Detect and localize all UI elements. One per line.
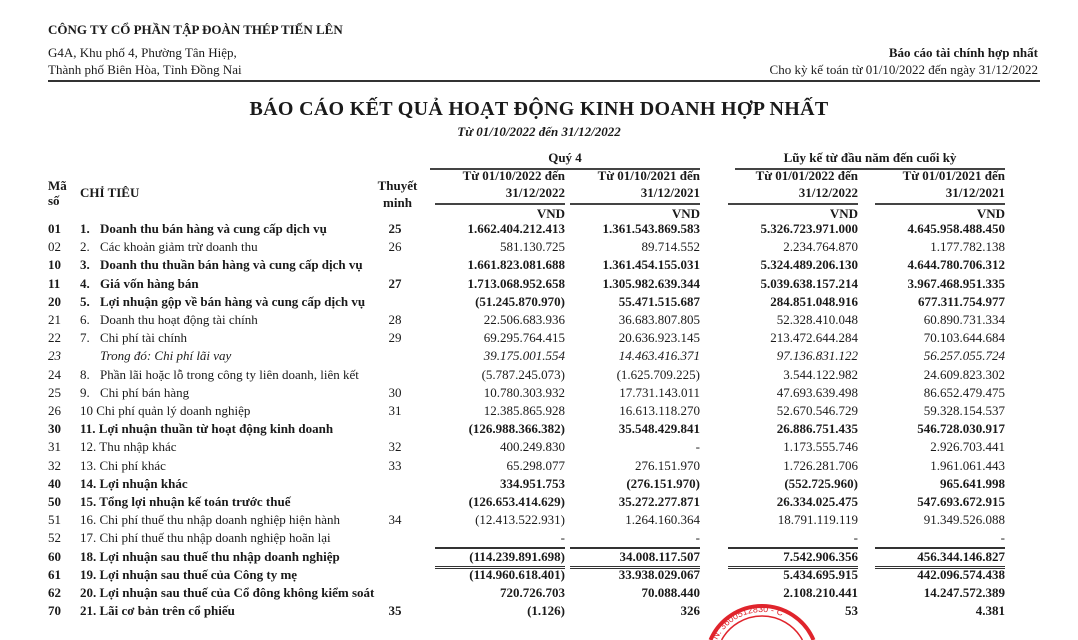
row-value-2: 70.088.440 <box>641 585 700 600</box>
row-value-1: (126.988.366.382) <box>468 421 565 437</box>
column-period-start: Từ 01/01/2022 đến <box>755 168 858 183</box>
row-label: 16. Chi phí thuế thu nhập doanh nghiệp hiện hành <box>80 512 340 528</box>
column-period-end: 31/12/2021 <box>640 185 700 200</box>
row-value-1: (1.126) <box>527 603 565 619</box>
row-number: 4. <box>80 275 90 291</box>
column-unit: VND <box>536 206 565 221</box>
row-note: 25 <box>388 221 402 236</box>
row-number: 2. <box>80 239 90 255</box>
row-number: 1. <box>80 221 90 236</box>
row-value-2: 16.613.118.270 <box>619 403 700 418</box>
row-code: 60 <box>48 548 61 564</box>
row-value-4: 1.961.061.443 <box>930 457 1005 473</box>
row-value-3: - <box>853 530 858 546</box>
row-number: 9. <box>80 384 90 400</box>
row-code: 23 <box>48 348 61 364</box>
row-value-2: (276.151.970) <box>626 475 700 491</box>
row-value-4: 4.381 <box>975 603 1005 619</box>
row-code: 30 <box>48 421 61 437</box>
row-value-3: 3.544.122.982 <box>783 366 858 382</box>
row-value-1: 400.249.830 <box>500 439 565 455</box>
row-note: 30 <box>388 384 402 400</box>
table-row <box>0 475 1078 493</box>
row-code: 02 <box>48 239 61 255</box>
col-note-line1: Thuyết <box>377 178 418 193</box>
row-value-3: 26.334.025.475 <box>776 494 858 509</box>
row-value-3: 18.791.119.119 <box>777 512 858 528</box>
row-value-4: 91.349.526.088 <box>923 512 1005 528</box>
row-label: 20. Lợi nhuận sau thuế của Cổ đông không kiểm soát <box>80 585 375 600</box>
row-value-2: 36.683.807.805 <box>618 312 700 327</box>
row-label: 21. Lãi cơ bản trên cổ phiếu <box>80 603 235 619</box>
subtotal-rule <box>728 547 858 549</box>
row-value-3: 213.472.644.284 <box>770 330 858 346</box>
row-value-1: 334.951.753 <box>500 475 565 491</box>
row-code: 50 <box>48 494 61 509</box>
column-header-4 <box>875 167 1005 222</box>
table-row <box>0 275 1078 293</box>
row-value-3: 7.542.906.356 <box>783 548 858 564</box>
row-value-3: 1.726.281.706 <box>783 457 858 473</box>
row-value-3: 53 <box>845 603 858 619</box>
row-label: Giá vốn hàng bán <box>100 275 199 291</box>
row-value-3: 52.670.546.729 <box>776 403 858 418</box>
row-value-3: 1.173.555.746 <box>783 439 858 455</box>
table-row <box>0 493 1078 511</box>
row-value-4: 456.344.146.827 <box>917 548 1005 564</box>
table-row <box>0 256 1078 274</box>
row-value-1: 12.385.865.928 <box>483 403 565 418</box>
row-value-2: 276.151.970 <box>635 457 700 473</box>
row-value-3: 5.039.638.157.214 <box>760 275 858 291</box>
row-code: 25 <box>48 384 61 400</box>
row-label: Doanh thu thuần bán hàng và cung cấp dịch vụ <box>100 257 363 273</box>
row-value-3: 5.326.723.971.000 <box>760 221 858 236</box>
table-row <box>0 529 1078 547</box>
row-value-2: 35.548.429.841 <box>618 421 700 437</box>
row-label: Chi phí bán hàng <box>100 384 190 400</box>
row-label: Phần lãi hoặc lỗ trong công ty liên doanh, liên kết <box>100 366 359 382</box>
row-note: 29 <box>388 330 402 346</box>
row-label: Doanh thu hoạt động tài chính <box>100 312 258 327</box>
row-value-2: 35.272.277.871 <box>618 494 700 509</box>
row-value-4: 4.645.958.488.450 <box>907 221 1005 236</box>
row-note: 28 <box>388 312 402 327</box>
row-value-1: 39.175.001.554 <box>483 348 565 364</box>
table-row <box>0 511 1078 529</box>
row-value-4: - <box>1000 530 1005 546</box>
column-period-end: 31/12/2021 <box>945 185 1005 200</box>
row-code: 20 <box>48 293 61 309</box>
column-period-start: Từ 01/01/2021 đến <box>902 168 1005 183</box>
table-row <box>0 457 1078 475</box>
table-row <box>0 384 1078 402</box>
row-value-2: 1.264.160.364 <box>625 512 700 528</box>
col-code-line1: Mã <box>48 178 67 193</box>
row-value-4: 2.926.703.441 <box>930 439 1005 455</box>
group-header-ytd: Lũy kế từ đầu năm đến cuối kỳ <box>735 150 1005 170</box>
table-row <box>0 402 1078 420</box>
row-value-4: 547.693.672.915 <box>917 494 1005 509</box>
row-note: 31 <box>388 403 402 418</box>
row-value-4: 677.311.754.977 <box>917 293 1005 309</box>
row-value-1: 1.662.404.212.413 <box>467 221 565 236</box>
row-value-1: 10.780.303.932 <box>483 384 565 400</box>
column-period-start: Từ 01/10/2021 đến <box>597 168 700 183</box>
row-number: 5. <box>80 293 90 309</box>
header-divider <box>48 80 1040 82</box>
row-value-2: 89.714.552 <box>641 239 700 255</box>
report-period: Cho kỳ kế toán từ 01/10/2022 đến ngày 31/12/2022 <box>769 62 1038 77</box>
row-value-1: (12.413.522.931) <box>475 512 565 528</box>
row-value-1: 720.726.703 <box>500 585 565 600</box>
column-unit: VND <box>829 206 858 221</box>
table-row <box>0 347 1078 365</box>
row-value-4: 70.103.644.684 <box>923 330 1005 346</box>
table-row <box>0 566 1078 584</box>
address-line-1: G4A, Khu phố 4, Phường Tân Hiệp, <box>48 45 237 60</box>
row-label: 14. Lợi nhuận khác <box>80 475 188 491</box>
column-period-end: 31/12/2022 <box>798 185 858 200</box>
row-value-2: 326 <box>680 603 700 619</box>
row-number: 7. <box>80 330 90 346</box>
row-value-4: 965.641.998 <box>940 475 1005 491</box>
row-value-3: 26.886.751.435 <box>776 421 858 437</box>
table-row <box>0 584 1078 602</box>
column-unit: VND <box>671 206 700 221</box>
col-code-header <box>48 178 67 208</box>
row-value-1: 65.298.077 <box>506 457 565 473</box>
row-value-2: - <box>695 439 700 455</box>
row-value-1: 1.713.068.952.658 <box>467 275 565 291</box>
row-number: 6. <box>80 312 90 327</box>
column-period-start: Từ 01/10/2022 đến <box>462 168 565 183</box>
row-label: 19. Lợi nhuận sau thuế của Công ty mẹ <box>80 566 298 582</box>
address-line-2: Thành phố Biên Hòa, Tỉnh Đồng Nai <box>48 62 242 77</box>
col-code-line2: số <box>48 193 60 208</box>
column-unit: VND <box>976 206 1005 221</box>
row-value-1: (5.787.245.073) <box>481 366 565 382</box>
row-value-1: (126.653.414.629) <box>468 494 565 509</box>
row-value-4: 4.644.780.706.312 <box>907 257 1005 273</box>
table-row <box>0 366 1078 384</box>
row-value-3: 47.693.639.498 <box>776 384 858 400</box>
column-header-2 <box>570 167 700 222</box>
page-subtitle: Từ 01/10/2022 đến 31/12/2022 <box>457 124 621 139</box>
row-value-3: 2.108.210.441 <box>783 585 858 600</box>
row-code: 31 <box>48 439 61 455</box>
row-value-2: (1.625.709.225) <box>616 366 700 382</box>
row-number: 8. <box>80 366 90 382</box>
page-title: BÁO CÁO KẾT QUẢ HOẠT ĐỘNG KINH DOANH HỢP NHẤT <box>249 98 829 120</box>
row-value-1: 1.661.823.081.688 <box>467 257 565 273</box>
table-row <box>0 438 1078 456</box>
group-header-q4: Quý 4 <box>430 150 700 170</box>
row-value-3: 2.234.764.870 <box>783 239 858 255</box>
row-value-4: 14.247.572.389 <box>923 585 1005 600</box>
row-value-2: 55.471.515.687 <box>618 293 700 309</box>
row-value-4: 24.609.823.302 <box>923 366 1005 382</box>
row-note: 33 <box>388 457 402 473</box>
row-code: 52 <box>48 530 61 546</box>
row-code: 62 <box>48 585 61 600</box>
row-code: 61 <box>48 566 61 582</box>
table-row <box>0 293 1078 311</box>
row-label: Doanh thu bán hàng và cung cấp dịch vụ <box>100 221 327 236</box>
table-row <box>0 311 1078 329</box>
row-value-3: 5.324.489.206.130 <box>760 257 858 273</box>
company-name: CÔNG TY CỔ PHẦN TẬP ĐOÀN THÉP TIẾN LÊN <box>48 22 343 37</box>
table-row <box>0 329 1078 347</box>
row-value-4: 546.728.030.917 <box>917 421 1005 437</box>
row-value-2: 1.361.543.869.583 <box>602 221 700 236</box>
row-note: 26 <box>388 239 402 255</box>
row-code: 51 <box>48 512 61 528</box>
row-label: Lợi nhuận gộp về bán hàng và cung cấp dịch vụ <box>100 293 366 309</box>
row-code: 11 <box>48 275 61 291</box>
table-row <box>0 420 1078 438</box>
col-note-line2: minh <box>383 195 412 210</box>
row-code: 40 <box>48 475 61 491</box>
table-row <box>0 220 1078 238</box>
row-label: 12. Thu nhập khác <box>80 439 177 455</box>
row-value-1: (51.245.870.970) <box>475 293 565 309</box>
row-note: 34 <box>388 512 402 528</box>
row-note: 35 <box>388 603 402 619</box>
row-value-3: 97.136.831.122 <box>776 348 858 364</box>
row-code: 32 <box>48 457 61 473</box>
row-value-4: 86.652.479.475 <box>923 384 1005 400</box>
row-code: 24 <box>48 366 61 382</box>
row-label: 11. Lợi nhuận thuần từ hoạt động kinh doanh <box>80 421 334 437</box>
table-row <box>0 602 1078 620</box>
row-code: 26 <box>48 403 61 418</box>
row-label: 13. Chi phí khác <box>80 457 166 473</box>
row-value-1: 581.130.725 <box>500 239 565 255</box>
row-code: 22 <box>48 330 61 346</box>
row-note: 32 <box>388 439 402 455</box>
row-value-4: 56.257.055.724 <box>923 348 1005 364</box>
stamp-text: N: 3600512830 - C <box>710 603 785 640</box>
row-value-2: 1.361.454.155.031 <box>602 257 700 273</box>
column-header-1 <box>435 167 565 222</box>
subtotal-rule <box>875 547 1005 549</box>
row-code: 10 <box>48 257 61 273</box>
row-value-4: 3.967.468.951.335 <box>907 275 1005 291</box>
row-note: 27 <box>388 275 402 291</box>
row-label: 17. Chi phí thuế thu nhập doanh nghiệp hoãn lại <box>80 530 331 546</box>
subtotal-rule <box>435 547 565 549</box>
row-value-4: 59.328.154.537 <box>923 403 1005 418</box>
report-type: Báo cáo tài chính hợp nhất <box>888 45 1038 60</box>
col-item-header: CHỈ TIÊU <box>80 185 140 200</box>
row-value-2: 1.305.982.639.344 <box>602 275 700 291</box>
column-period-end: 31/12/2022 <box>505 185 565 200</box>
row-value-3: 284.851.048.916 <box>770 293 858 309</box>
table-row <box>0 238 1078 256</box>
row-value-3: (552.725.960) <box>784 475 858 491</box>
row-label: 10 Chi phí quản lý doanh nghiệp <box>80 403 251 418</box>
row-value-3: 5.434.695.915 <box>783 566 858 582</box>
row-code: 21 <box>48 312 61 327</box>
row-value-4: 1.177.782.138 <box>930 239 1005 255</box>
row-value-2: 17.731.143.011 <box>619 384 700 400</box>
subtotal-rule <box>570 547 700 549</box>
row-value-1: - <box>560 530 565 546</box>
row-value-4: 442.096.574.438 <box>917 566 1005 582</box>
row-code: 01 <box>48 221 61 236</box>
row-value-1: 22.506.683.936 <box>483 312 565 327</box>
row-value-2: 33.938.029.067 <box>618 566 700 582</box>
row-label: Các khoản giảm trừ doanh thu <box>100 239 258 255</box>
company-stamp <box>700 600 820 640</box>
row-label: 15. Tổng lợi nhuận kế toán trước thuế <box>80 494 291 509</box>
table-row <box>0 548 1078 566</box>
col-note-header <box>375 177 420 211</box>
column-header-3 <box>728 167 858 222</box>
row-value-2: 34.008.117.507 <box>619 548 700 564</box>
row-label: Chi phí tài chính <box>100 330 188 346</box>
row-value-2: 20.636.923.145 <box>618 330 700 346</box>
row-code: 70 <box>48 603 61 619</box>
row-number: 3. <box>80 257 90 273</box>
row-label: 18. Lợi nhuận sau thuế thu nhập doanh nghiệp <box>80 548 340 564</box>
row-value-3: 52.328.410.048 <box>776 312 858 327</box>
row-label: Trong đó: Chi phí lãi vay <box>100 348 232 364</box>
row-value-2: - <box>695 530 700 546</box>
row-value-1: (114.960.618.401) <box>469 566 565 582</box>
row-value-2: 14.463.416.371 <box>618 348 700 364</box>
row-value-1: 69.295.764.415 <box>483 330 565 346</box>
row-value-1: (114.239.891.698) <box>469 548 565 564</box>
row-value-4: 60.890.731.334 <box>923 312 1005 327</box>
